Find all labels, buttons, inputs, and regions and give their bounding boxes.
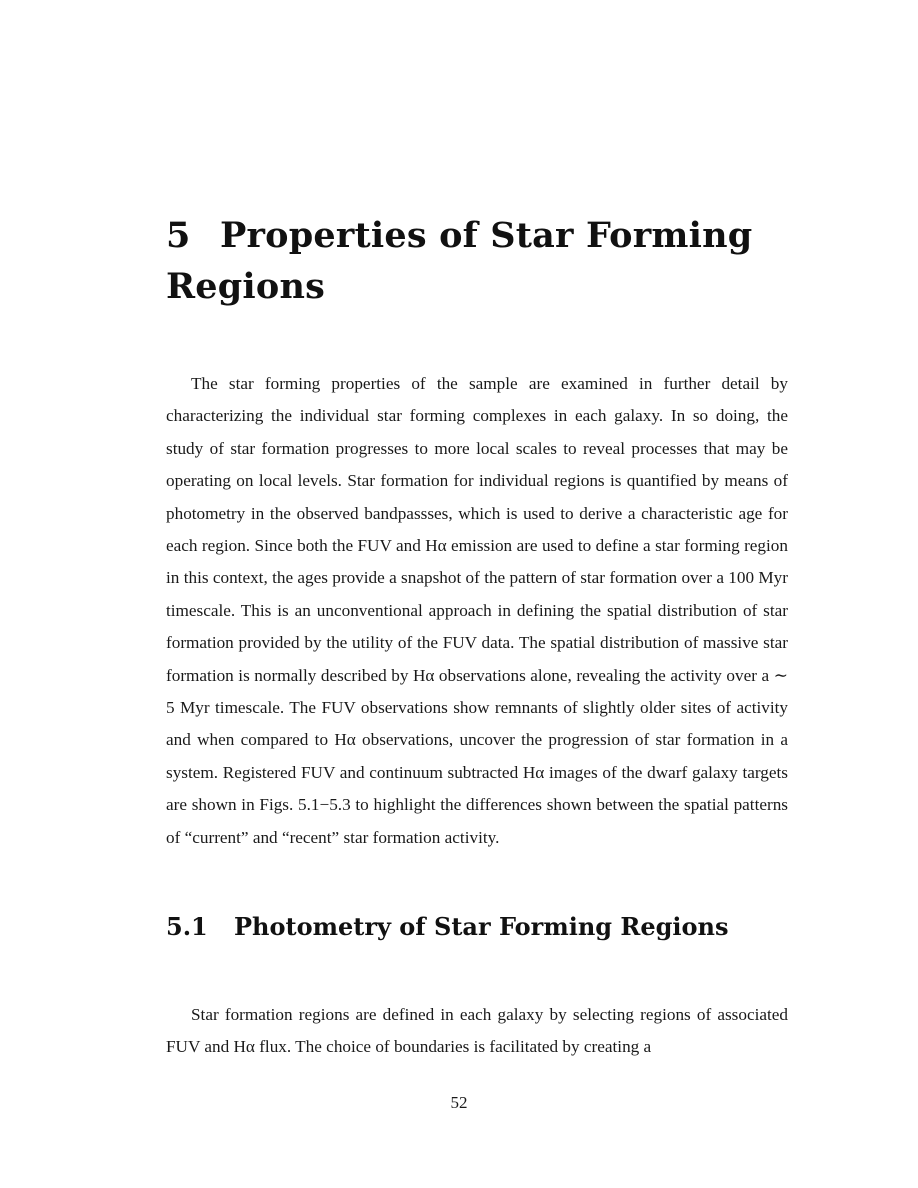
page-number: 52	[450, 1093, 468, 1112]
chapter-title	[166, 210, 786, 312]
chapter-number: 5	[166, 215, 191, 256]
section-paragraph: Star formation regions are defined in each galaxy by selecting regions of associated FUV and Hα flux. The choice of boundaries is facilitated by creating a	[166, 1005, 788, 1057]
intro-paragraph: The star forming properties of the sample are examined in further detail by characterizing the individual star forming complexes in each galaxy. In so doing, the study of star formation progresses to more local scales to reveal processes that may be operating on local levels. Star formation for individual regions is quantified by means of photometry in the observed bandpassses, which is used to derive a characteristic age for each region. Since both the FUV and Hα emission are used to define a star forming region in this context, the ages provide a snapshot of the pattern of star formation over a 100 Myr timescale. This is an unconventional approach in defining the spatial distribution of star formation provided by the utility of the FUV data. The spatial distribution of massive star formation is normally described by Hα observations alone, revealing the activity over a ∼ 5 Myr timescale. The FUV observations show remnants of slightly older sites of activity and when compared to Hα observations, uncover the progression of star formation in a system. Registered FUV and continuum subtracted Hα images of the dwarf galaxy targets are shown in Figs. 5.1−5.3 to highlight the differences shown between the spatial patterns of “current” and “recent” star formation activity.	[166, 374, 788, 847]
chapter-title-text: Properties of Star Forming Regions	[166, 215, 753, 307]
section-title: Photometry of Star Forming Regions	[234, 912, 729, 941]
section-heading	[166, 911, 729, 943]
section-number: 5.1	[166, 912, 208, 941]
